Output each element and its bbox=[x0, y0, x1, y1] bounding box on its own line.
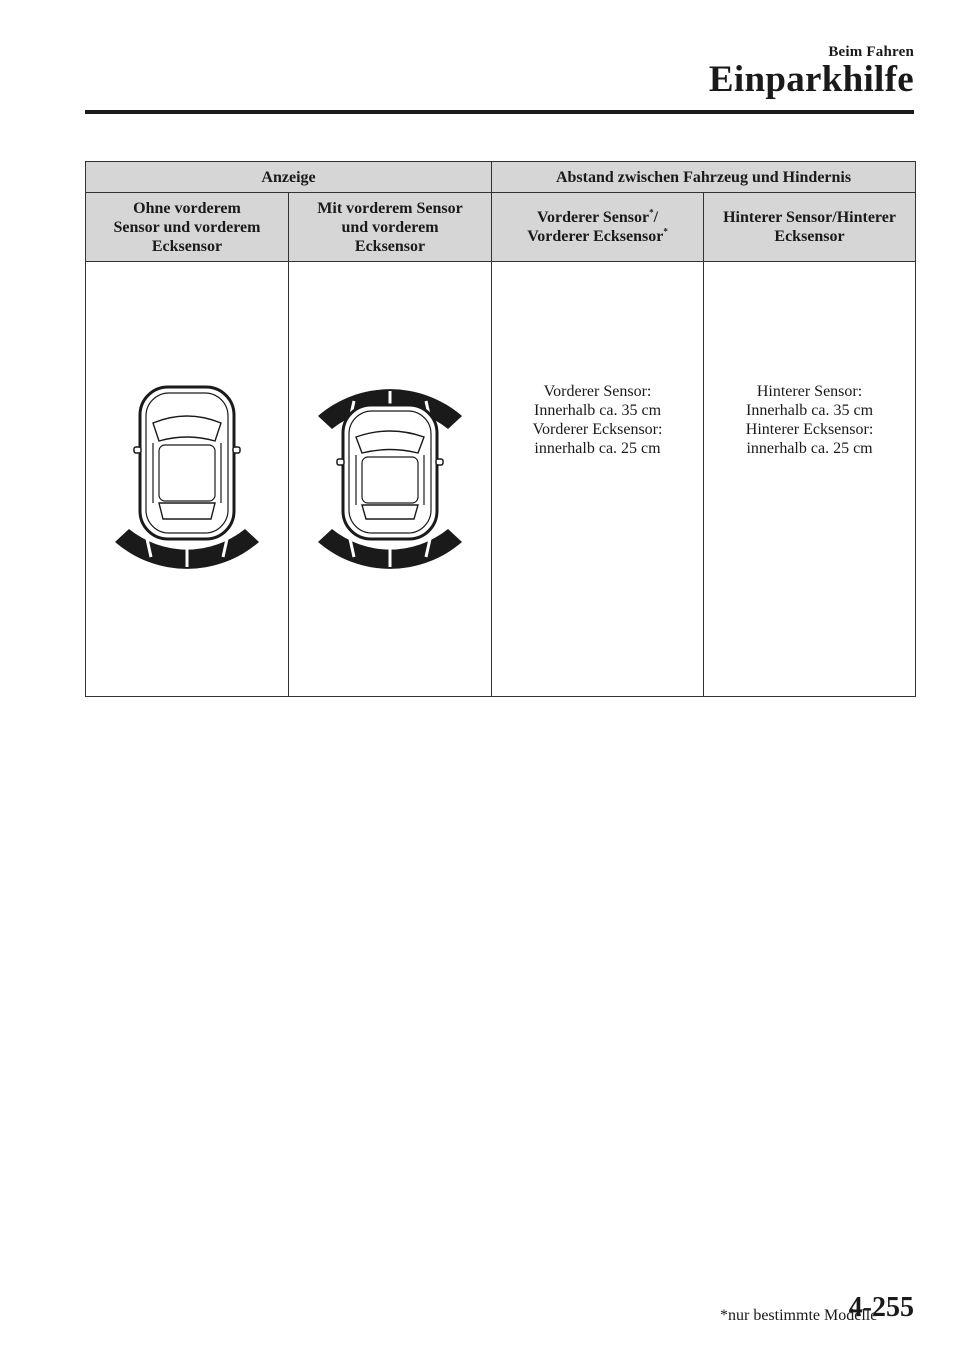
rear-sensor-distance-text: Hinterer Sensor: Innerhalb ca. 35 cm Hinterer Ecksensor: innerhalb ca. 25 cm bbox=[704, 262, 916, 697]
header-display: Anzeige bbox=[86, 162, 492, 193]
car-front-rear-sensors-icon bbox=[310, 379, 470, 579]
page-title: Einparkhilfe bbox=[708, 59, 914, 100]
page-number: 4-255 bbox=[848, 1292, 914, 1323]
footnote-mark: * bbox=[649, 207, 654, 218]
slash-separator: / bbox=[653, 209, 659, 226]
front-corner-sensor-label: Vorderer Ecksensor bbox=[527, 228, 664, 245]
footnote-mark: * bbox=[663, 226, 668, 237]
subheader-rear-sensor bbox=[704, 193, 916, 262]
title-divider bbox=[85, 110, 914, 114]
subheader-rear-sensor-text: Hinterer Sensor/Hinterer Ecksensor bbox=[723, 209, 896, 245]
subheader-front-sensor-text bbox=[496, 208, 699, 246]
subheader-front-sensor bbox=[492, 193, 704, 262]
section-label: Beim Fahren bbox=[828, 44, 914, 60]
subheader-without-front-sensor bbox=[86, 193, 289, 262]
subheader-with-front-sensor bbox=[289, 193, 492, 262]
subheader-with-front-sensor-text: Mit vorderem Sensor und vorderem Ecksensor bbox=[317, 199, 463, 255]
display-rear-only-cell bbox=[86, 262, 289, 697]
front-sensor-distance-text: Vorderer Sensor: Innerhalb ca. 35 cm Vorderer Ecksensor: innerhalb ca. 25 cm bbox=[492, 262, 704, 697]
footnote: *nur bestimmte Modelle bbox=[720, 1307, 878, 1324]
front-sensor-label: Vorderer Sensor bbox=[536, 209, 650, 226]
display-front-rear-cell bbox=[289, 262, 492, 697]
subheader-without-front-sensor-text: Ohne vorderem Sensor und vorderem Ecksensor bbox=[113, 199, 261, 255]
sensor-distance-table bbox=[85, 161, 916, 697]
car-rear-sensors-icon bbox=[107, 379, 267, 579]
header-distance: Abstand zwischen Fahrzeug und Hindernis bbox=[492, 162, 916, 193]
